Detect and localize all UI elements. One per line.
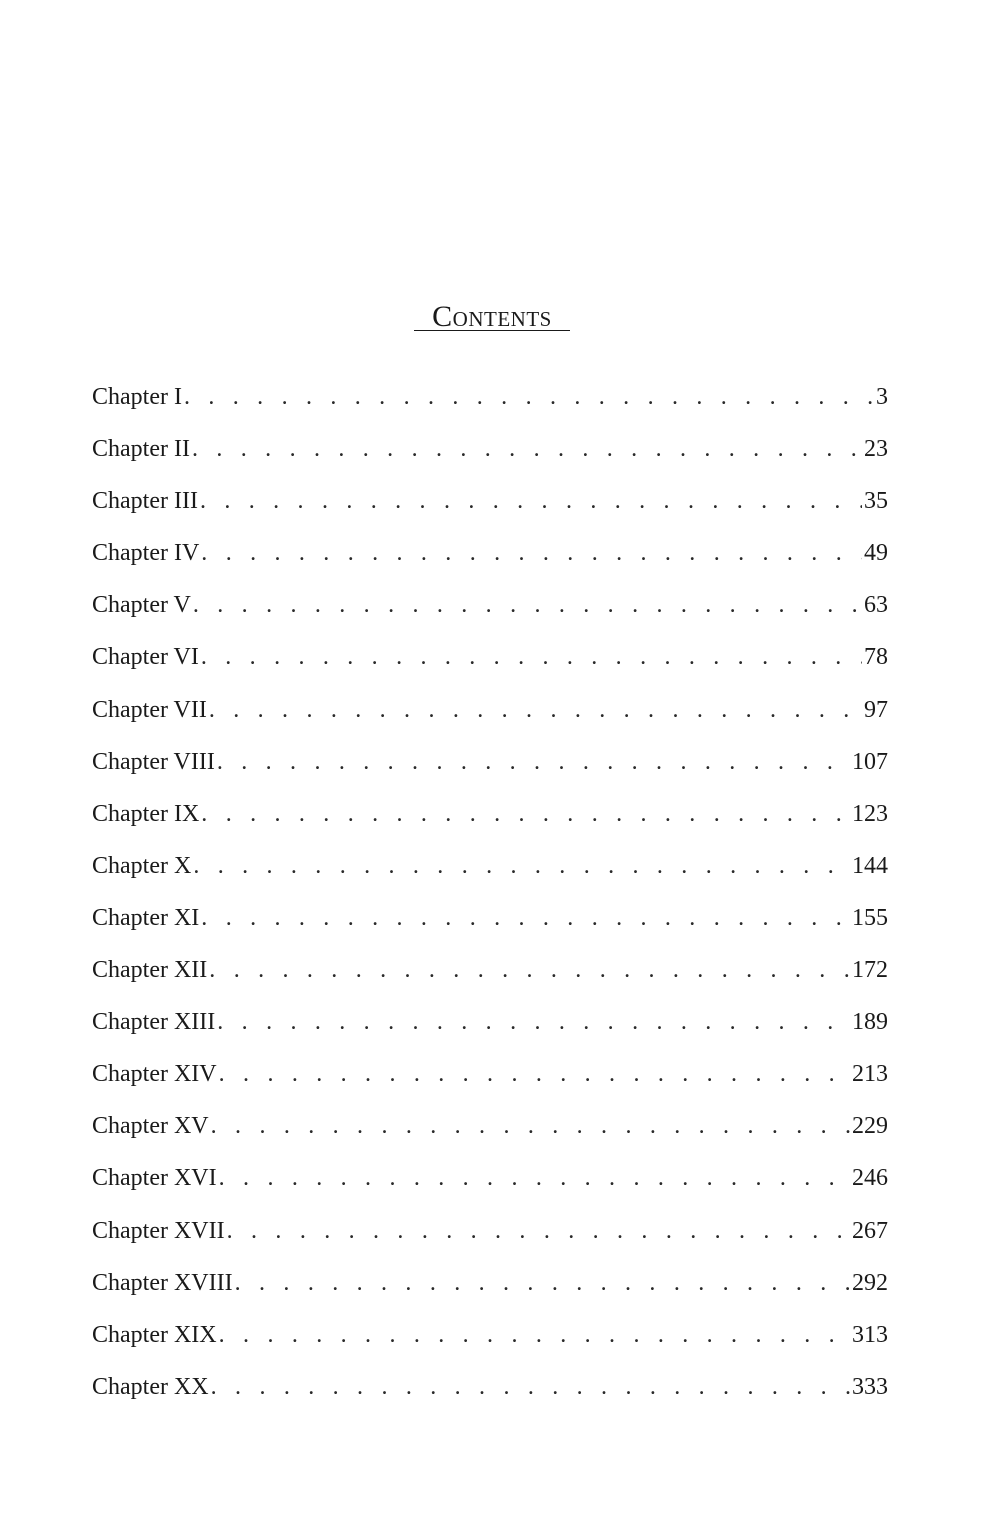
toc-entry-label: Chapter XIX: [92, 1321, 217, 1348]
toc-entry[interactable]: [92, 375, 888, 427]
toc-entry-page: 172: [852, 957, 888, 984]
toc-entry[interactable]: [92, 688, 888, 740]
toc-entry[interactable]: [92, 531, 888, 583]
dot-leader: [184, 375, 874, 419]
toc-entry-page: 155: [852, 904, 888, 931]
table-of-contents: [92, 375, 888, 1417]
toc-entry-label: Chapter III: [92, 488, 198, 515]
toc-entry-label: Chapter XVII: [92, 1217, 225, 1244]
toc-entry-label: Chapter IX: [92, 800, 200, 827]
toc-entry-label: Chapter X: [92, 852, 192, 879]
toc-entry[interactable]: [92, 844, 888, 896]
toc-entry-page: 78: [864, 644, 888, 671]
toc-entry[interactable]: [92, 1261, 888, 1313]
toc-entry-page: 292: [852, 1269, 888, 1296]
toc-entry-label: Chapter XII: [92, 957, 208, 984]
toc-entry-label: Chapter V: [92, 592, 191, 619]
dot-leader: [211, 1365, 850, 1409]
toc-entry-page: 267: [852, 1217, 888, 1244]
dot-leader: [192, 427, 862, 471]
toc-entry[interactable]: [92, 427, 888, 479]
toc-entry[interactable]: [92, 1209, 888, 1261]
toc-entry-page: 229: [852, 1113, 888, 1140]
toc-entry-label: Chapter XVI: [92, 1165, 217, 1192]
contents-heading: Contents: [432, 300, 552, 334]
toc-entry-label: Chapter XX: [92, 1373, 209, 1400]
toc-entry[interactable]: [92, 896, 888, 948]
toc-entry-label: Chapter XV: [92, 1113, 209, 1140]
toc-entry-label: Chapter XVIII: [92, 1269, 233, 1296]
toc-entry-page: 123: [852, 800, 888, 827]
toc-entry-page: 107: [852, 748, 888, 775]
toc-entry-label: Chapter II: [92, 436, 190, 463]
toc-entry-page: 49: [864, 540, 888, 567]
toc-entry-page: 189: [852, 1009, 888, 1036]
dot-leader: [217, 1000, 850, 1044]
toc-entry-label: Chapter I: [92, 384, 182, 410]
dot-leader: [209, 688, 862, 732]
toc-entry-page: 144: [852, 852, 888, 879]
dot-leader: [235, 1261, 850, 1305]
toc-entry[interactable]: [92, 1365, 888, 1417]
dot-leader: [200, 479, 862, 523]
toc-entry[interactable]: [92, 1313, 888, 1365]
toc-entry[interactable]: [92, 792, 888, 844]
toc-entry-label: Chapter IV: [92, 540, 200, 567]
dot-leader: [201, 531, 862, 575]
toc-entry[interactable]: [92, 1156, 888, 1208]
toc-entry[interactable]: [92, 583, 888, 635]
dot-leader: [227, 1209, 850, 1253]
dot-leader: [211, 1104, 850, 1148]
toc-entry-page: 35: [864, 488, 888, 515]
toc-entry-page: 313: [852, 1321, 888, 1348]
dot-leader: [219, 1313, 850, 1357]
toc-entry[interactable]: [92, 1052, 888, 1104]
dot-leader: [201, 635, 862, 679]
toc-entry-label: Chapter VIII: [92, 748, 215, 775]
toc-entry[interactable]: [92, 740, 888, 792]
dot-leader: [201, 896, 850, 940]
toc-entry-page: 97: [864, 696, 888, 723]
toc-entry-label: Chapter XI: [92, 904, 200, 931]
toc-entry-label: Chapter VI: [92, 644, 199, 671]
dot-leader: [217, 740, 850, 784]
toc-entry-label: Chapter XIV: [92, 1061, 217, 1088]
toc-entry-page: 246: [852, 1165, 888, 1192]
dot-leader: [209, 948, 850, 992]
toc-entry[interactable]: [92, 479, 888, 531]
heading-underline: [414, 330, 570, 331]
toc-entry[interactable]: [92, 1104, 888, 1156]
toc-entry[interactable]: [92, 635, 888, 687]
dot-leader: [201, 792, 850, 836]
toc-entry-page: 213: [852, 1061, 888, 1088]
toc-entry-page: 63: [864, 592, 888, 619]
toc-entry-label: Chapter VII: [92, 696, 207, 723]
toc-entry-page: 3: [876, 384, 888, 410]
toc-entry-page: 333: [852, 1373, 888, 1400]
toc-entry[interactable]: [92, 948, 888, 1000]
dot-leader: [219, 1052, 850, 1096]
toc-entry[interactable]: [92, 1000, 888, 1052]
dot-leader: [193, 583, 862, 627]
toc-entry-label: Chapter XIII: [92, 1009, 216, 1036]
dot-leader: [219, 1156, 850, 1200]
dot-leader: [193, 844, 850, 888]
toc-entry-page: 23: [864, 436, 888, 463]
